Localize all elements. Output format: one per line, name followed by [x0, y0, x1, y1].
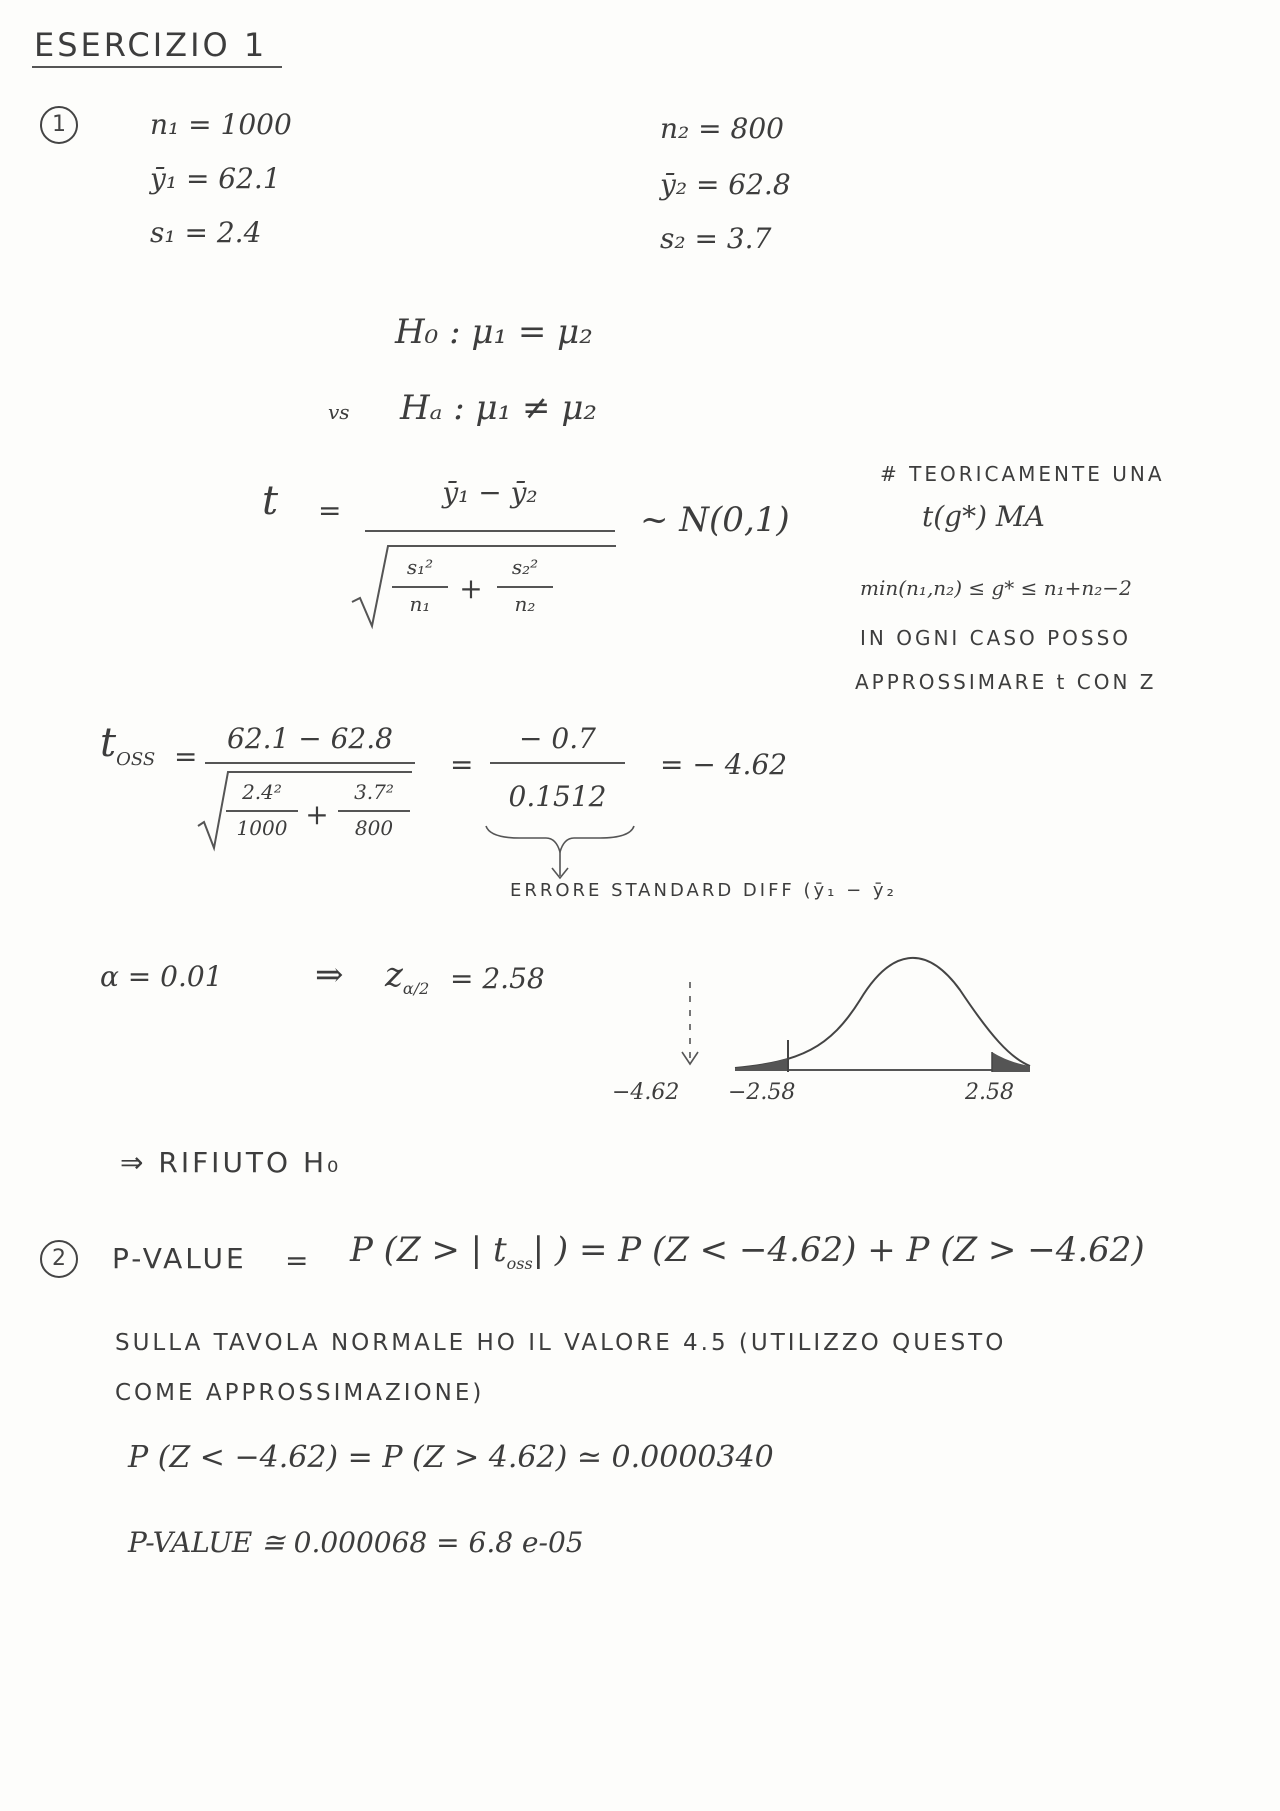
- note-line-2: t(g*) MA: [922, 500, 1045, 533]
- y2-value: ȳ₂ = 62.8: [660, 168, 791, 201]
- note-line-3: min(n₁,n₂) ≤ g* ≤ n₁+n₂−2: [860, 576, 1132, 600]
- table-note-line-1: SULLA TAVOLA NORMALE HO IL VALORE 4.5 (UTILIZZO QUESTO: [115, 1330, 1007, 1356]
- t-den-plus: +: [459, 572, 483, 605]
- toss-label: [100, 720, 155, 770]
- null-hypothesis: H₀ : μ₁ = μ₂: [395, 312, 593, 352]
- toss-equals-2: =: [450, 748, 474, 781]
- standard-error-note: ERRORE STANDARD DIFF (ȳ₁ − ȳ₂: [510, 880, 897, 901]
- t-den-a-den: n₁: [409, 592, 431, 616]
- table-note-line-2: COME APPROSSIMAZIONE): [115, 1380, 485, 1406]
- curve-label-toss: −4.62: [612, 1080, 680, 1105]
- toss-den-a-bar: [226, 810, 298, 812]
- t-den-b-num: s₂²: [511, 555, 539, 579]
- t-den-a-num: s₁²: [406, 555, 434, 579]
- t-numerator: ȳ₁ − ȳ₂: [442, 476, 538, 509]
- probability-line: P (Z < −4.62) = P (Z > 4.62) ≃ 0.0000340: [128, 1440, 774, 1475]
- page-title: ESERCIZIO 1: [34, 26, 268, 64]
- pvalue-expr-end: | ) = P (Z < −4.62) + P (Z > −4.62): [532, 1230, 1145, 1270]
- toss-fraction-bar: [205, 762, 415, 764]
- y1-value: ȳ₁ = 62.1: [150, 162, 281, 195]
- pvalue-equals: =: [285, 1244, 309, 1277]
- pvalue-expr-sub: oss: [506, 1253, 533, 1273]
- alpha-value: α = 0.01: [100, 960, 223, 993]
- pvalue-label: P-VALUE: [112, 1242, 247, 1275]
- final-pvalue-line: P-VALUE ≅ 0.000068 = 6.8 e-05: [128, 1526, 584, 1559]
- n1-value: n₁ = 1000: [150, 108, 292, 141]
- t-den-a-bar: [392, 586, 448, 588]
- toss-label-sub: OSS: [116, 749, 156, 770]
- t-distribution: ~ N(0,1): [640, 500, 790, 540]
- z-alpha-symbol: z: [385, 955, 403, 995]
- pvalue-expression: [350, 1230, 1145, 1273]
- toss-numerator: 62.1 − 62.8: [227, 722, 393, 755]
- curve-label-left: −2.58: [728, 1080, 796, 1105]
- note-line-5: APPROSSIMARE t CON Z: [855, 670, 1157, 694]
- note-line-4: IN OGNI CASO POSSO: [860, 626, 1132, 650]
- versus-label: vs: [328, 400, 350, 424]
- toss-mid-bar: [490, 762, 625, 764]
- toss-den-b-den: 800: [354, 816, 394, 840]
- n2-value: n₂ = 800: [660, 112, 784, 145]
- toss-mid-numerator: − 0.7: [519, 722, 596, 755]
- t-fraction-bar: [365, 530, 615, 532]
- t-den-b-bar: [497, 586, 553, 588]
- t-equals: =: [318, 494, 342, 527]
- alpha-implies: ⇒: [315, 955, 344, 995]
- toss-den-b-num: 3.7²: [354, 780, 394, 804]
- toss-mid-denominator: 0.1512: [508, 780, 607, 813]
- toss-equals: =: [174, 740, 198, 773]
- toss-den-b-bar: [338, 810, 410, 812]
- z-alpha: [385, 955, 429, 998]
- standard-error-brace: [480, 820, 640, 880]
- toss-label-t: t: [100, 720, 117, 766]
- pvalue-expr-start: P (Z > | t: [350, 1230, 507, 1270]
- s2-value: s₂ = 3.7: [660, 222, 772, 255]
- reject-conclusion: ⇒ RIFIUTO H₀: [120, 1146, 342, 1179]
- z-alpha-value: = 2.58: [450, 962, 545, 995]
- toss-den-a-num: 2.4²: [242, 780, 282, 804]
- note-line-1: # TEORICAMENTE UNA: [880, 462, 1165, 486]
- s1-value: s₁ = 2.4: [150, 216, 262, 249]
- toss-den-a-den: 1000: [236, 816, 288, 840]
- toss-den-plus: +: [305, 798, 329, 831]
- t-den-b-den: n₂: [514, 592, 536, 616]
- alternative-hypothesis: Hₐ : μ₁ ≠ μ₂: [400, 388, 598, 428]
- z-alpha-sub: α/2: [402, 978, 430, 998]
- toss-result: = − 4.62: [660, 748, 788, 781]
- t-label: t: [262, 478, 279, 524]
- title-underline: [32, 66, 282, 68]
- part2-number: 2: [40, 1240, 78, 1278]
- part1-number: 1: [40, 106, 78, 144]
- curve-label-right: 2.58: [965, 1080, 1014, 1105]
